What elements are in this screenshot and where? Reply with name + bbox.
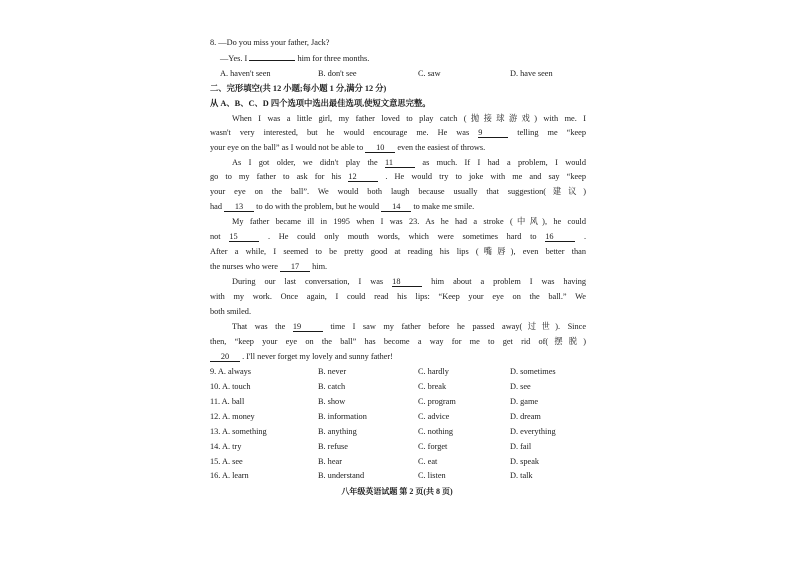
- blank-18: 18: [392, 277, 422, 287]
- q8-answer-pre: —Yes. I: [220, 54, 248, 63]
- q8-stem: 8. —Do you miss your father, Jack?: [210, 38, 330, 47]
- passage-text: . He could only mouth words, which were sometimes hard to: [268, 232, 537, 241]
- blank-14: 14: [381, 202, 411, 212]
- option-15d: D. speak: [510, 457, 540, 466]
- q8-answer-post: him for three months.: [297, 54, 370, 63]
- passage-line: then, “keep your eye on the ball” has become a way for me to get rid of(摆脱): [210, 337, 586, 346]
- q8-option-b: B. don't see: [318, 69, 357, 78]
- blank-15: 15: [229, 232, 259, 242]
- passage-text: your eye on the ball” as I would not be able to: [210, 143, 364, 152]
- option-16d: D. talk: [510, 471, 533, 480]
- passage-line: My father became ill in 1995 when I was 23. As he had a stroke (中风), he could: [232, 217, 586, 226]
- blank-16: 16: [545, 232, 575, 242]
- option-9d: D. sometimes: [510, 367, 556, 376]
- passage-text: As I got older, we didn't play the: [232, 158, 378, 167]
- option-10b: B. catch: [318, 382, 346, 391]
- passage-text: time I saw my father before he passed away(过世). Since: [330, 322, 587, 331]
- passage-line: both smiled.: [210, 307, 252, 316]
- passage-text: the nurses who were: [210, 262, 278, 271]
- passage-line: [232, 276, 586, 287]
- blank-19: 19: [293, 322, 323, 332]
- passage-line: After a while, I seemed to be pretty good at reading his lips (嘴唇), even better than: [210, 247, 586, 256]
- blank-10: 10: [365, 143, 395, 153]
- passage-text: telling me “keep: [517, 128, 586, 137]
- option-12b: B. information: [318, 412, 367, 421]
- option-16b: B. understand: [318, 471, 365, 480]
- option-9a: 9. A. always: [210, 367, 252, 376]
- option-12c: C. advice: [418, 412, 450, 421]
- passage-line: [210, 127, 586, 138]
- option-14d: D. fail: [510, 442, 532, 451]
- option-9b: B. never: [318, 367, 347, 376]
- passage-text: wasn't very interested, but he would encourage me. He was: [210, 128, 470, 137]
- q8-option-c: C. saw: [418, 69, 441, 78]
- passage-text: had: [210, 202, 222, 211]
- blank-9: 9: [478, 128, 508, 138]
- blank-11: 11: [385, 158, 415, 168]
- passage-line: your eye on the ball”. We would both laugh because usually that suggestion(建议): [210, 187, 586, 196]
- passage-text: . He would try to joke with me and say “keep: [385, 172, 586, 181]
- option-11d: D. game: [510, 397, 539, 406]
- passage-text: go to my father to ask for his: [210, 172, 342, 181]
- passage-text: not: [210, 232, 221, 241]
- option-10d: D. see: [510, 382, 531, 391]
- option-11a: 11. A. ball: [210, 397, 245, 406]
- passage-text: to make me smile.: [413, 202, 475, 211]
- option-15b: B. hear: [318, 457, 342, 466]
- blank-20: 20: [210, 352, 240, 362]
- q8-answer-line: [220, 53, 596, 64]
- passage-text: even the easiest of throws.: [397, 143, 486, 152]
- option-13b: B. anything: [318, 427, 357, 436]
- passage-text: That was the: [232, 322, 286, 331]
- passage-line: [210, 142, 586, 153]
- passage-line: [210, 201, 586, 212]
- section-instruction: 从 A、B、C、D 四个选项中选出最佳选项,使短文意思完整。: [210, 99, 431, 108]
- option-12d: D. dream: [510, 412, 541, 421]
- option-14a: 14. A. try: [210, 442, 242, 451]
- option-14b: B. refuse: [318, 442, 348, 451]
- option-15a: 15. A. see: [210, 457, 243, 466]
- passage-line: [232, 157, 586, 168]
- passage-text: as much. If I had a problem, I would: [422, 158, 586, 167]
- passage-text: During our last conversation, I was: [232, 277, 384, 286]
- option-10c: C. break: [418, 382, 447, 391]
- option-15c: C. eat: [418, 457, 438, 466]
- option-12a: 12. A. money: [210, 412, 255, 421]
- blank-12: 12: [348, 172, 378, 182]
- section-heading: 二、完形填空(共 12 小题;每小题 1 分,满分 12 分): [210, 84, 387, 93]
- blank-17: 17: [280, 262, 310, 272]
- passage-line: [210, 231, 586, 242]
- passage-line: [210, 261, 586, 272]
- option-16a: 16. A. learn: [210, 471, 249, 480]
- passage-line: [210, 171, 586, 182]
- option-13d: D. everything: [510, 427, 556, 436]
- option-13c: C. nothing: [418, 427, 454, 436]
- option-11b: B. show: [318, 397, 346, 406]
- passage-text: .: [583, 232, 587, 241]
- passage-text: . I'll never forget my lovely and sunny father!: [242, 352, 393, 361]
- passage-line: [232, 321, 586, 332]
- option-13a: 13. A. something: [210, 427, 267, 436]
- page-footer: 八年级英语试题 第 2 页(共 8 页): [341, 487, 453, 496]
- q8-option-d: D. have seen: [510, 69, 553, 78]
- blank-13: 13: [224, 202, 254, 212]
- option-16c: C. listen: [418, 471, 446, 480]
- option-9c: C. hardly: [418, 367, 449, 376]
- option-11c: C. program: [418, 397, 456, 406]
- passage-text: him about a problem I was having: [431, 277, 587, 286]
- q8-blank: [249, 60, 295, 61]
- passage-line: When I was a little girl, my father loved to play catch (抛接球游戏) with me. I: [232, 114, 586, 123]
- passage-text: him.: [312, 262, 328, 271]
- passage-line: with my work. Once again, I could read his lips: “Keep your eye on the ball.” We: [210, 292, 586, 301]
- option-10a: 10. A. touch: [210, 382, 251, 391]
- q8-option-a: A. haven't seen: [220, 69, 271, 78]
- passage-line: [210, 351, 586, 362]
- passage-text: to do with the problem, but he would: [256, 202, 380, 211]
- option-14c: C. forget: [418, 442, 448, 451]
